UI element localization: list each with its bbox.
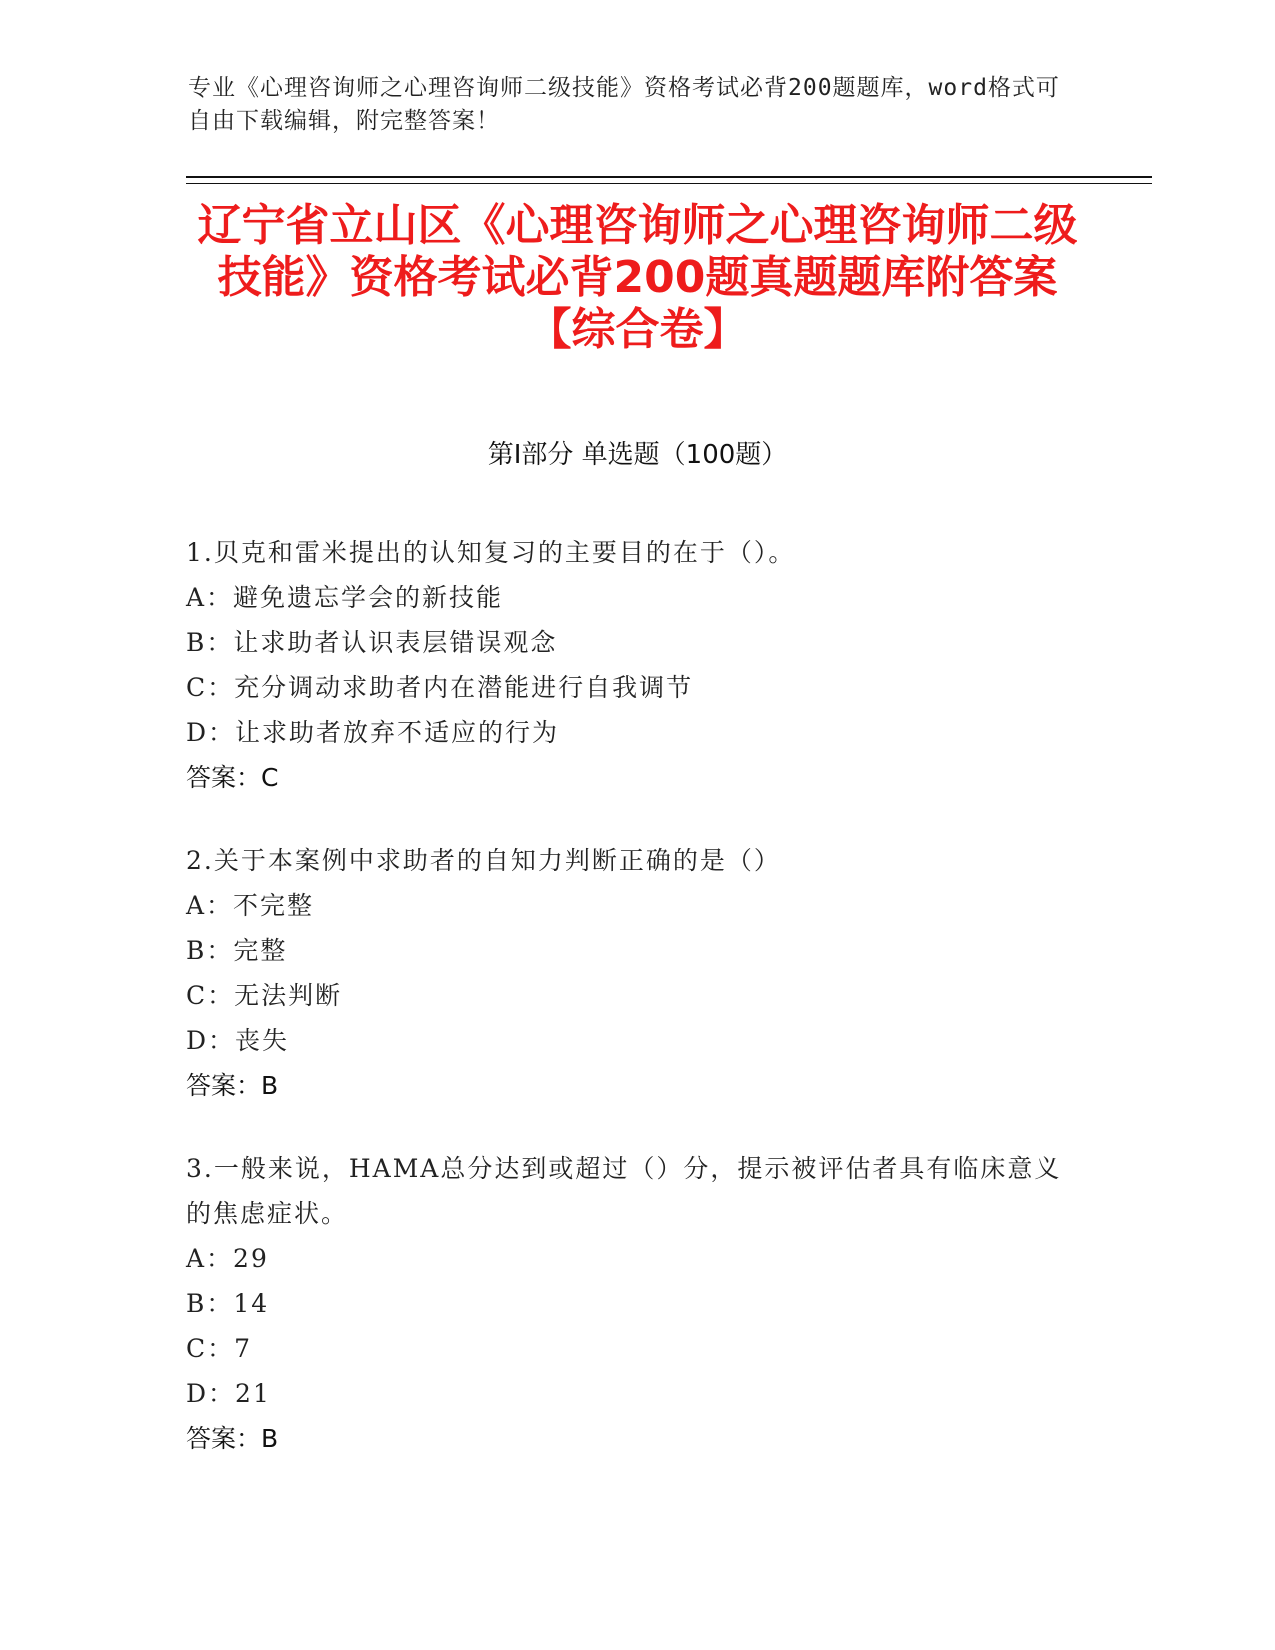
- option-a: A：29: [186, 1244, 269, 1273]
- question-stem: 1.贝克和雷米提出的认知复习的主要目的在于（）。: [186, 538, 796, 567]
- option-b: B：完整: [186, 936, 288, 965]
- option-b: B：14: [186, 1289, 270, 1318]
- option-d: D：丧失: [186, 1026, 290, 1055]
- option-c: C：7: [186, 1334, 253, 1363]
- option-d: D：21: [186, 1379, 271, 1408]
- question-stem: 2.关于本案例中求助者的自知力判断正确的是（）: [186, 846, 781, 875]
- header-divider-thick: [186, 176, 1152, 178]
- answer: 答案：B: [186, 1424, 279, 1453]
- question-stem: 3.一般来说，HAMA总分达到或超过（）分，提示被评估者具有临床意义的焦虑症状。: [186, 1154, 1062, 1228]
- option-a: A：避免遗忘学会的新技能: [186, 583, 504, 612]
- option-c: C：充分调动求助者内在潜能进行自我调节: [186, 673, 694, 702]
- answer: 答案：C: [186, 763, 279, 792]
- document-title: 辽宁省立山区《心理咨询师之心理咨询师二级技能》资格考试必背200题真题题库附答案【综合卷】: [197, 200, 1078, 355]
- question-3: [186, 1146, 1086, 1461]
- answer: 答案：B: [186, 1071, 279, 1100]
- option-d: D：让求助者放弃不适应的行为: [186, 718, 560, 747]
- option-c: C：无法判断: [186, 981, 343, 1010]
- header-divider-thin: [186, 183, 1152, 184]
- question-2: [186, 838, 1086, 1108]
- question-1: [186, 530, 1086, 800]
- question-list: [186, 530, 1086, 1499]
- section-title: 第Ⅰ部分 单选题（100题）: [487, 440, 788, 470]
- option-b: B：让求助者认识表层错误观念: [186, 628, 558, 657]
- option-a: A：不完整: [186, 891, 315, 920]
- header-note: 专业《心理咨询师之心理咨询师二级技能》资格考试必背200题题库，word格式可自由下载编辑，附完整答案！: [188, 75, 1060, 134]
